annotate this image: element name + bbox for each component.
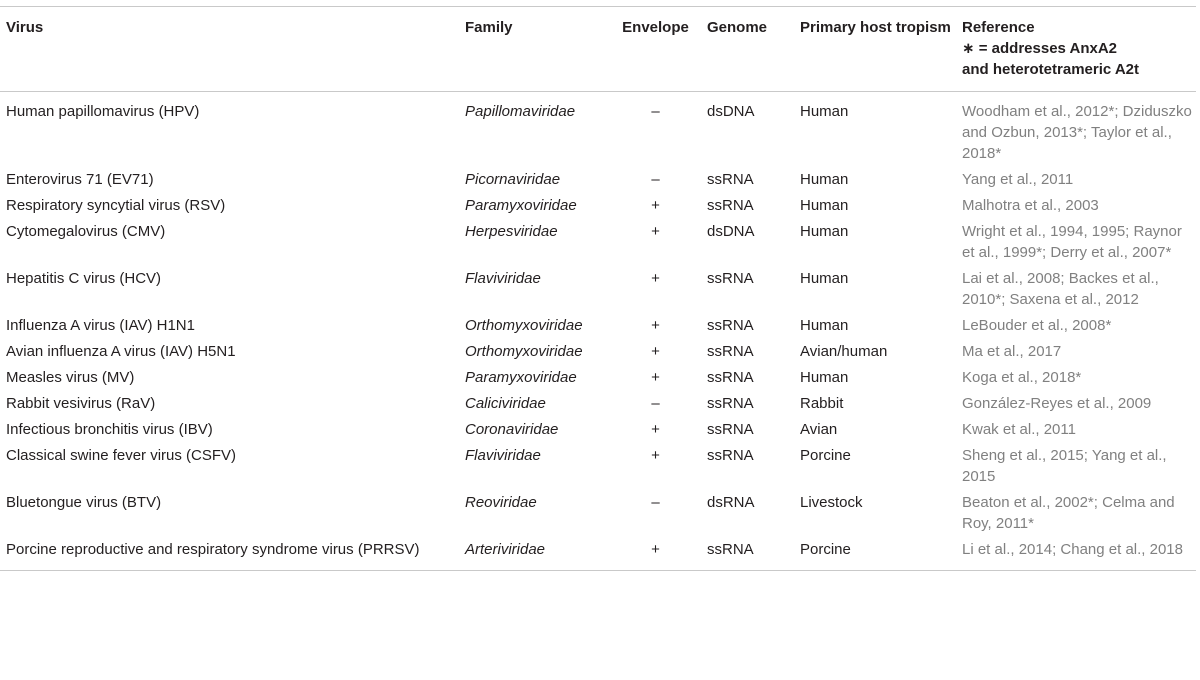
cell-genome: ssRNA — [707, 421, 754, 438]
cell-family: Reoviridae — [465, 494, 537, 511]
cell-virus: Porcine reproductive and respiratory syndrome virus (PRRSV) — [0, 536, 459, 571]
cell-host-tropism: Human — [800, 223, 849, 240]
cell-family: Orthomyxoviridae — [465, 343, 583, 360]
table-body — [0, 92, 1196, 571]
cell-family: Flaviviridae — [465, 447, 541, 464]
cell-envelope: + — [651, 270, 660, 287]
cell-host-tropism: Human — [800, 317, 849, 334]
table-row — [0, 192, 1196, 218]
cell-genome: ssRNA — [707, 369, 754, 386]
table-row — [0, 442, 1196, 489]
cell-reference: Yang et al., 2011 — [962, 171, 1074, 188]
cell-host-tropism: Porcine — [794, 536, 956, 571]
cell-genome: ssRNA — [707, 395, 754, 412]
table-row — [0, 265, 1196, 312]
cell-virus: Infectious bronchitis virus (IBV) — [6, 421, 213, 438]
cell-envelope: + — [651, 223, 660, 240]
cell-family: Coronaviridae — [465, 421, 559, 438]
cell-envelope: + — [651, 343, 660, 360]
cell-genome: ssRNA — [701, 536, 794, 571]
cell-genome: ssRNA — [707, 270, 754, 287]
cell-virus: Classical swine fever virus (CSFV) — [6, 447, 237, 464]
cell-reference: LeBouder et al., 2008* — [962, 317, 1112, 334]
header-reference-note-2: and heterotetrameric A2t — [962, 61, 1139, 78]
cell-envelope: – — [651, 103, 660, 120]
cell-reference: Sheng et al., 2015; Yang et al., 2015 — [962, 447, 1167, 485]
cell-host-tropism: Avian — [800, 421, 838, 438]
cell-genome: dsRNA — [707, 494, 755, 511]
cell-family: Papillomaviridae — [465, 103, 576, 120]
cell-virus: Bluetongue virus (BTV) — [6, 494, 162, 511]
cell-reference: Lai et al., 2008; Backes et al., 2010*; Saxena et al., 2012 — [962, 270, 1159, 308]
cell-host-tropism: Human — [800, 270, 849, 287]
cell-envelope: – — [651, 494, 660, 511]
cell-genome: dsDNA — [707, 223, 755, 240]
cell-reference: Beaton et al., 2002*; Celma and Roy, 2011* — [962, 494, 1175, 532]
cell-virus: Respiratory syncytial virus (RSV) — [6, 197, 226, 214]
cell-virus: Avian influenza A virus (IAV) H5N1 — [6, 343, 236, 360]
cell-host-tropism: Human — [800, 369, 849, 386]
cell-reference: Ma et al., 2017 — [962, 343, 1062, 360]
header-host-tropism: Primary host tropism — [794, 7, 956, 92]
cell-envelope: + — [651, 369, 660, 386]
cell-host-tropism: Human — [800, 103, 849, 120]
cell-genome: ssRNA — [707, 171, 754, 188]
cell-reference: Wright et al., 1994, 1995; Raynor et al., 1999*; Derry et al., 2007* — [962, 223, 1182, 261]
table-row — [0, 364, 1196, 390]
header-reference-title: Reference — [962, 19, 1035, 36]
header-reference-note-1: ∗ = addresses AnxA2 — [962, 40, 1118, 57]
cell-envelope: + — [651, 317, 660, 334]
cell-genome: dsDNA — [707, 103, 755, 120]
cell-envelope: + — [608, 536, 701, 571]
table-row — [0, 489, 1196, 536]
table-row — [0, 312, 1196, 338]
cell-family: Orthomyxoviridae — [465, 317, 583, 334]
table-header — [0, 7, 1196, 92]
cell-host-tropism: Human — [800, 171, 849, 188]
table-row — [0, 166, 1196, 192]
cell-virus: Human papillomavirus (HPV) — [6, 103, 200, 120]
cell-virus: Enterovirus 71 (EV71) — [6, 171, 154, 188]
cell-host-tropism: Human — [800, 197, 849, 214]
cell-virus: Cytomegalovirus (CMV) — [6, 223, 166, 240]
cell-family: Paramyxoviridae — [465, 369, 577, 386]
header-envelope: Envelope — [608, 7, 701, 92]
cell-family: Paramyxoviridae — [465, 197, 577, 214]
header-family: Family — [459, 7, 608, 92]
cell-envelope: – — [651, 395, 660, 412]
cell-envelope: + — [651, 447, 660, 464]
cell-virus: Measles virus (MV) — [6, 369, 135, 386]
cell-genome: ssRNA — [707, 317, 754, 334]
cell-virus: Influenza A virus (IAV) H1N1 — [6, 317, 195, 334]
cell-genome: ssRNA — [707, 197, 754, 214]
cell-host-tropism: Avian/human — [800, 343, 888, 360]
cell-reference: Kwak et al., 2011 — [962, 421, 1076, 438]
cell-virus: Hepatitis C virus (HCV) — [6, 270, 162, 287]
cell-host-tropism: Rabbit — [800, 395, 844, 412]
cell-family: Picornaviridae — [465, 171, 561, 188]
cell-family: Herpesviridae — [465, 223, 558, 240]
header-virus: Virus — [0, 7, 459, 92]
table-row — [0, 92, 1196, 167]
header-row — [0, 7, 1196, 92]
cell-family: Flaviviridae — [465, 270, 541, 287]
table-row — [0, 390, 1196, 416]
cell-virus: Rabbit vesivirus (RaV) — [6, 395, 156, 412]
cell-host-tropism: Livestock — [800, 494, 863, 511]
virus-table — [0, 6, 1196, 571]
table-row — [0, 218, 1196, 265]
cell-genome: ssRNA — [707, 447, 754, 464]
cell-reference: Woodham et al., 2012*; Dziduszko and Ozbun, 2013*; Taylor et al., 2018* — [962, 103, 1192, 162]
cell-reference: Li et al., 2014; Chang et al., 2018 — [956, 536, 1196, 571]
cell-reference: González-Reyes et al., 2009 — [962, 395, 1152, 412]
cell-reference: Koga et al., 2018* — [962, 369, 1082, 386]
table-row — [0, 338, 1196, 364]
cell-envelope: – — [651, 171, 660, 188]
cell-envelope: + — [651, 421, 660, 438]
cell-reference: Malhotra et al., 2003 — [962, 197, 1099, 214]
cell-genome: ssRNA — [707, 343, 754, 360]
table-row — [0, 536, 1196, 571]
header-genome: Genome — [701, 7, 794, 92]
cell-family: Caliciviridae — [465, 395, 546, 412]
cell-host-tropism: Porcine — [800, 447, 851, 464]
table-row — [0, 416, 1196, 442]
header-reference — [956, 7, 1196, 92]
cell-family: Arteriviridae — [459, 536, 608, 571]
cell-envelope: + — [651, 197, 660, 214]
